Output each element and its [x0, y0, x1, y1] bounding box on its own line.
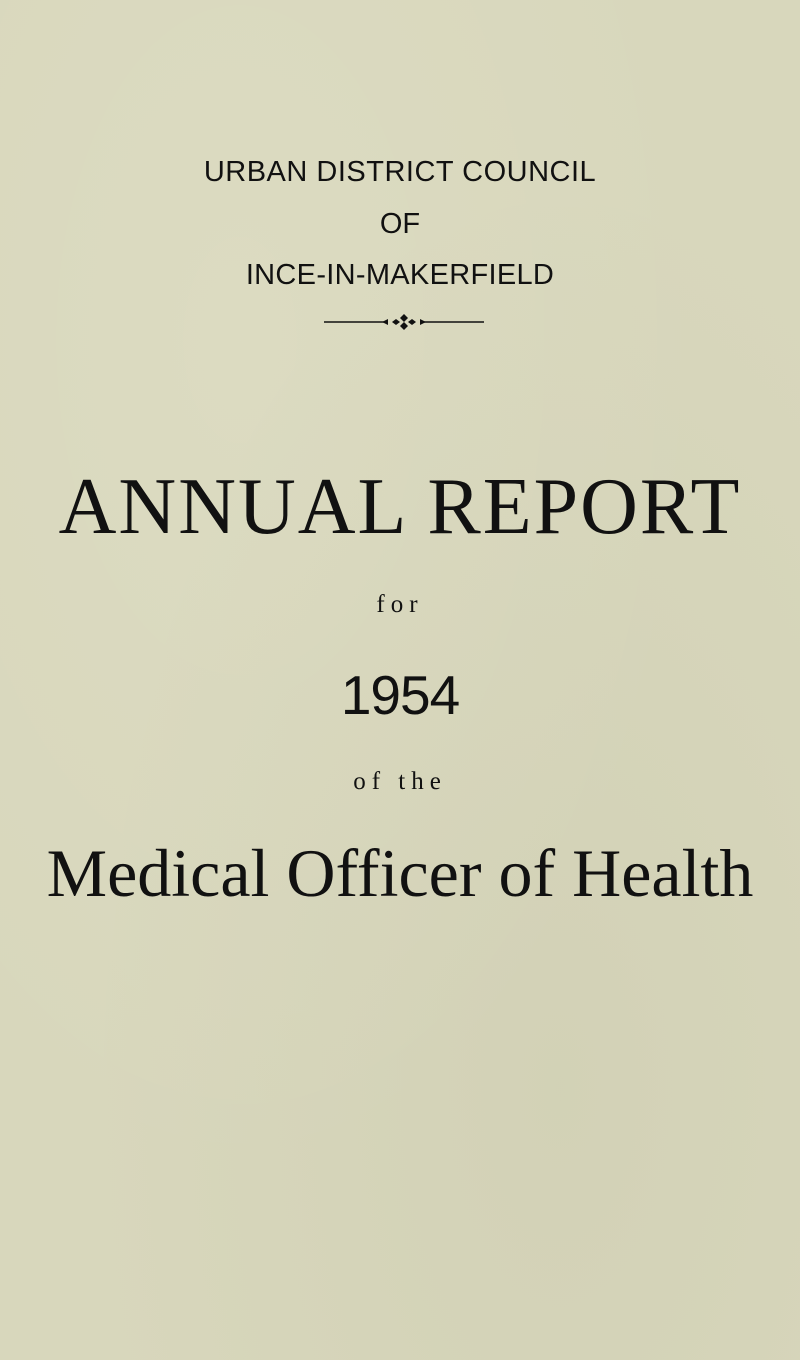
report-title: ANNUAL REPORT	[58, 463, 742, 551]
of-heading: OF	[379, 208, 421, 240]
decorative-rule-icon	[324, 312, 484, 332]
council-heading: URBAN DISTRICT COUNCIL	[203, 156, 597, 188]
of-the-line: of the	[353, 768, 447, 795]
place-heading: INCE-IN-MAKERFIELD	[245, 259, 555, 291]
report-year: 1954	[340, 664, 460, 726]
for-line: for	[376, 591, 424, 618]
report-subject: Medical Officer of Health	[46, 835, 754, 911]
